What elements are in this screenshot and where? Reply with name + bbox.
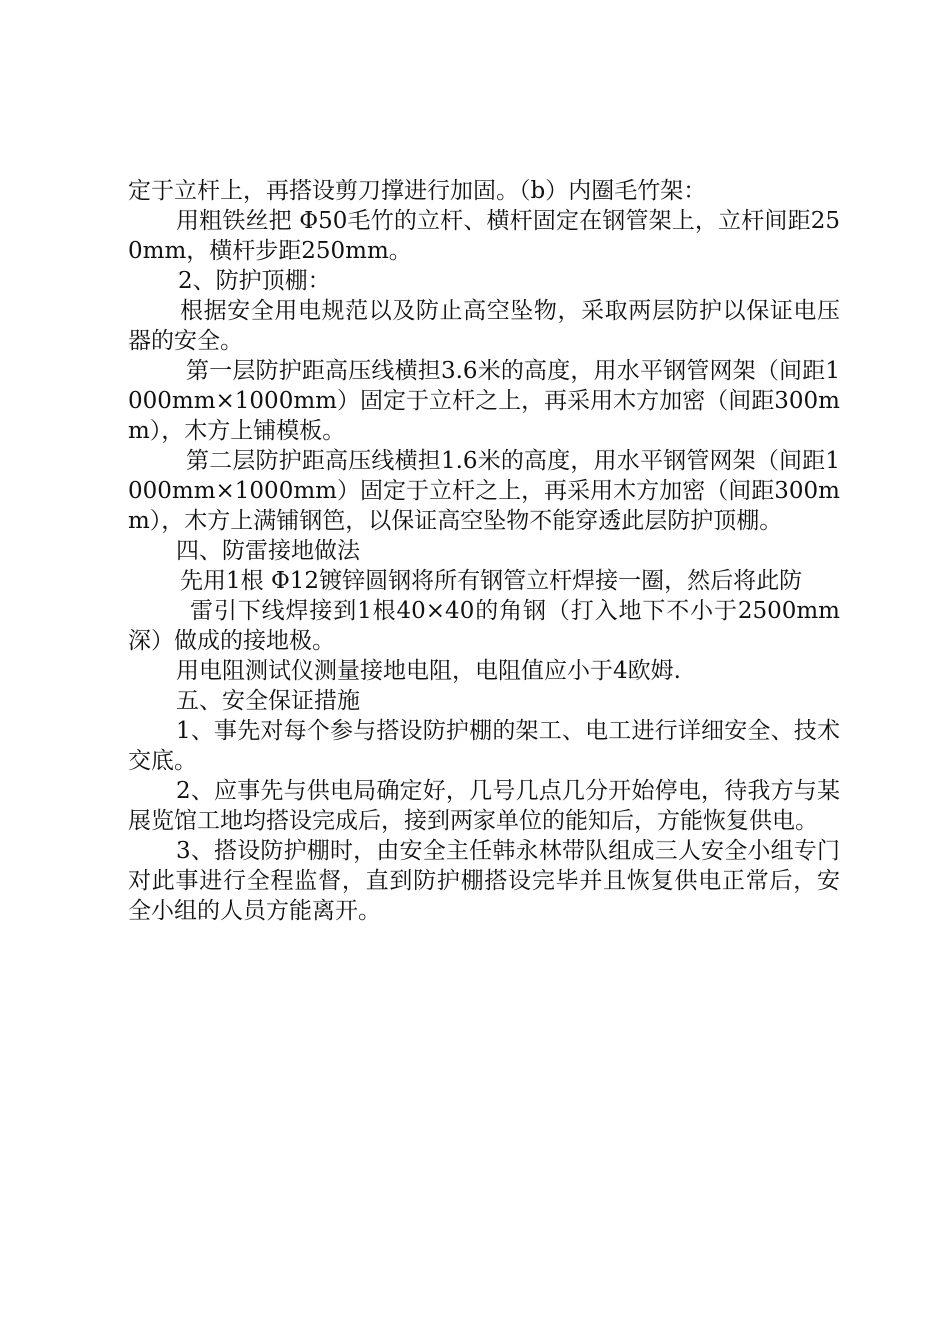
paragraph-second-layer: 第二层防护距高压线横担1.6米的高度，用水平钢管网架（间距1000mm×1000mm）固定于立杆之上，再采用木方加密（间距300mm），木方上满铺钢笆，以保证高空坠物不能穿透此层防护顶棚。 — [128, 448, 840, 534]
paragraph-safety-item-1: 1、事先对每个参与搭设防护棚的架工、电工进行详细安全、技术交底。 — [128, 718, 840, 774]
heading-safety-measures: 五、安全保证措施 — [176, 688, 360, 714]
paragraph-safety-item-3: 3、搭设防护棚时，由安全主任韩永林带队组成三人安全小组专门对此事进行全程监督，直到防护棚搭设完毕并且恢复供电正常后，安全小组的人员方能离开。 — [128, 838, 840, 924]
paragraph-first-layer: 第一层防护距高压线横担3.6米的高度，用水平钢管网架（间距1000mm×1000mm）固定于立杆之上，再采用木方加密（间距300mm），木方上铺模板。 — [128, 358, 840, 444]
heading-lightning-grounding: 四、防雷接地做法 — [176, 538, 360, 564]
paragraph-safety-item-2: 2、应事先与供电局确定好，几号几点几分开始停电，待我方与某展览馆工地均搭设完成后，接到两家单位的能知后，方能恢复供电。 — [128, 778, 840, 834]
paragraph-down-conductor: 雷引下线焊接到1根40×40的角钢（打入地下不小于2500mm深）做成的接地极。 — [128, 598, 840, 654]
document-body — [128, 176, 840, 926]
paragraph-grounding-ring: 先用1根 Φ12镀锌圆钢将所有钢管立杆焊接一圈，然后将此防 — [180, 568, 803, 594]
paragraph-resistance-test: 用电阻测试仪测量接地电阻，电阻值应小于4欧姆. — [176, 658, 681, 684]
heading-protective-canopy: 2、防护顶棚： — [178, 268, 331, 294]
paragraph-bamboo-frame: 用粗铁丝把 Φ50毛竹的立杆、横杆固定在钢管架上，立杆间距250mm，横杆步距250mm。 — [128, 208, 840, 264]
paragraph-continuation: 定于立杆上，再搭设剪刀撑进行加固。（b）内圈毛竹架： — [128, 178, 707, 204]
paragraph-canopy-intro: 根据安全用电规范以及防止高空坠物，采取两层防护以保证电压器的安全。 — [128, 298, 840, 354]
